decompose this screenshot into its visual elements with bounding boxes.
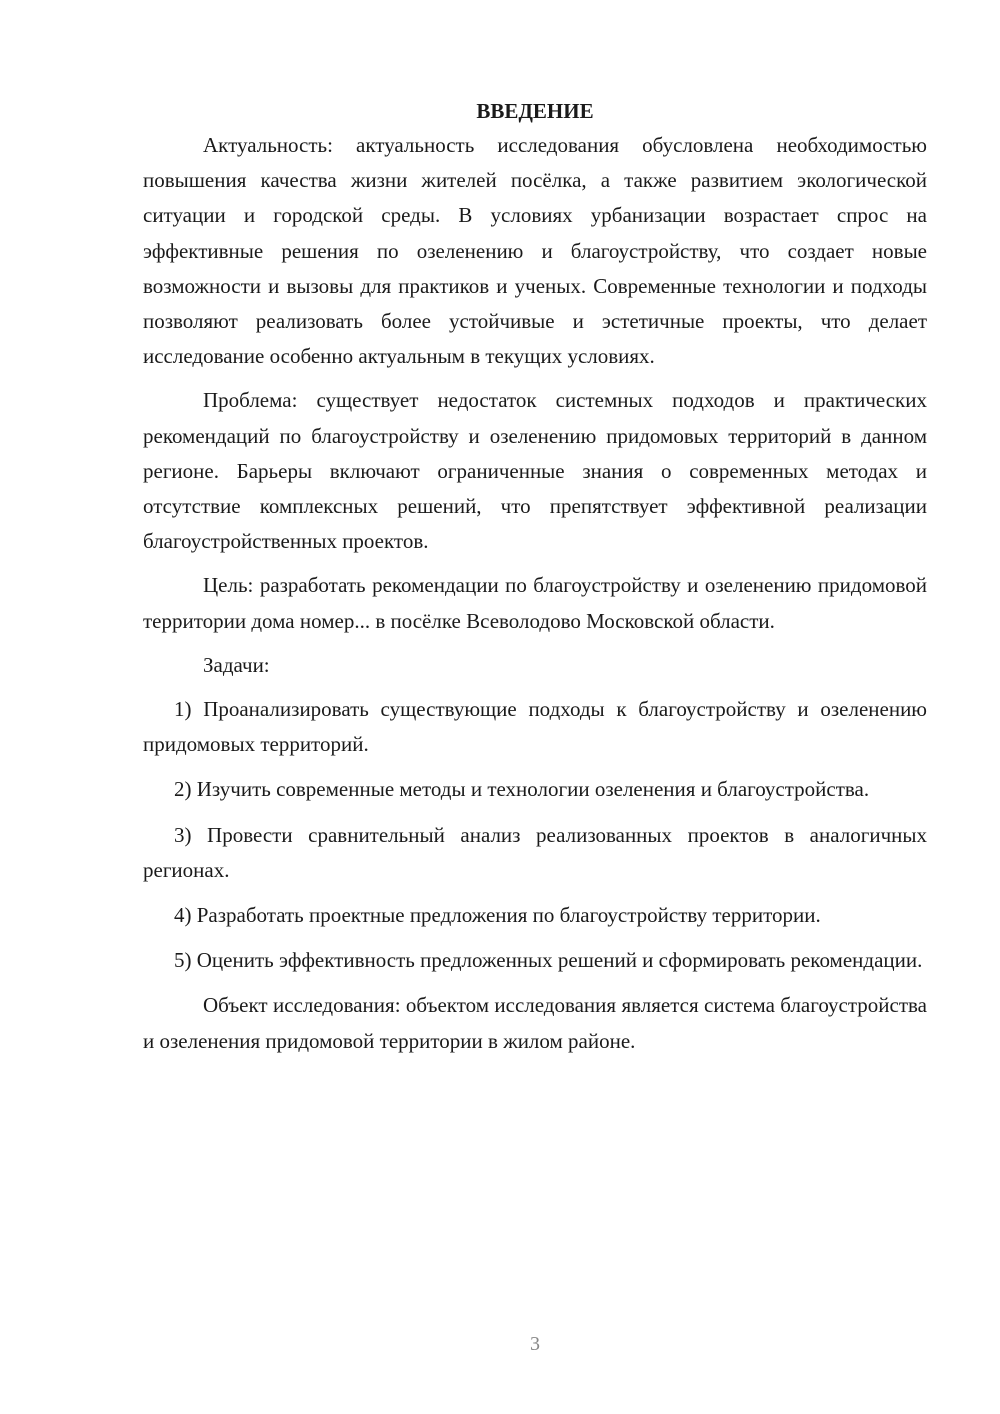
task-item: 4) Разработать проектные предложения по благоустройству территории. <box>174 903 821 928</box>
paragraph-relevance: Актуальность: актуальность исследования обусловлена необходимостью повышения качества жизни жителей посёлка, а также развитием экологической ситуации и городской среды. В условиях урбанизации возрастает спрос на эффективные решения по озеленению и благоустройству, что создает новые возможности и вызовы для практиков и ученых. Современные технологии и подходы позволяют реализовать более устойчивые и эстетичные проекты, что делает исследование особенно актуальным в текущих условиях. <box>143 133 927 369</box>
page-content <box>143 95 927 1068</box>
tasks-list <box>143 692 927 978</box>
page-number: 3 <box>530 1333 540 1355</box>
page-title: ВВЕДЕНИЕ <box>476 99 594 123</box>
task-item: 3) Провести сравнительный анализ реализованных проектов в аналогичных регионах. <box>143 822 927 882</box>
paragraph-problem: Проблема: существует недостаток системных подходов и практических рекомендаций по благоустройству и озеленению придомовых территорий в данном регионе. Барьеры включают ограниченные знания о современных методах и отсутствие комплексных решений, что препятствует эффективной реализации благоустройственных проектов. <box>143 388 927 554</box>
tasks-heading: Задачи: <box>203 652 270 677</box>
task-item: 1) Проанализировать существующие подходы к благоустройству и озеленению придомовых территорий. <box>143 697 927 757</box>
task-item: 2) Изучить современные методы и технологии озеленения и благоустройства. <box>174 777 870 802</box>
paragraph-goal: Цель: разработать рекомендации по благоустройству и озеленению придомовой территории дома номер... в посёлке Всеволодово Московской области. <box>143 573 927 633</box>
paragraph-object: Объект исследования: объектом исследования является система благоустройства и озеленения придомовой территории в жилом районе. <box>143 993 927 1053</box>
task-item: 5) Оценить эффективность предложенных решений и сформировать рекомендации. <box>174 948 923 973</box>
